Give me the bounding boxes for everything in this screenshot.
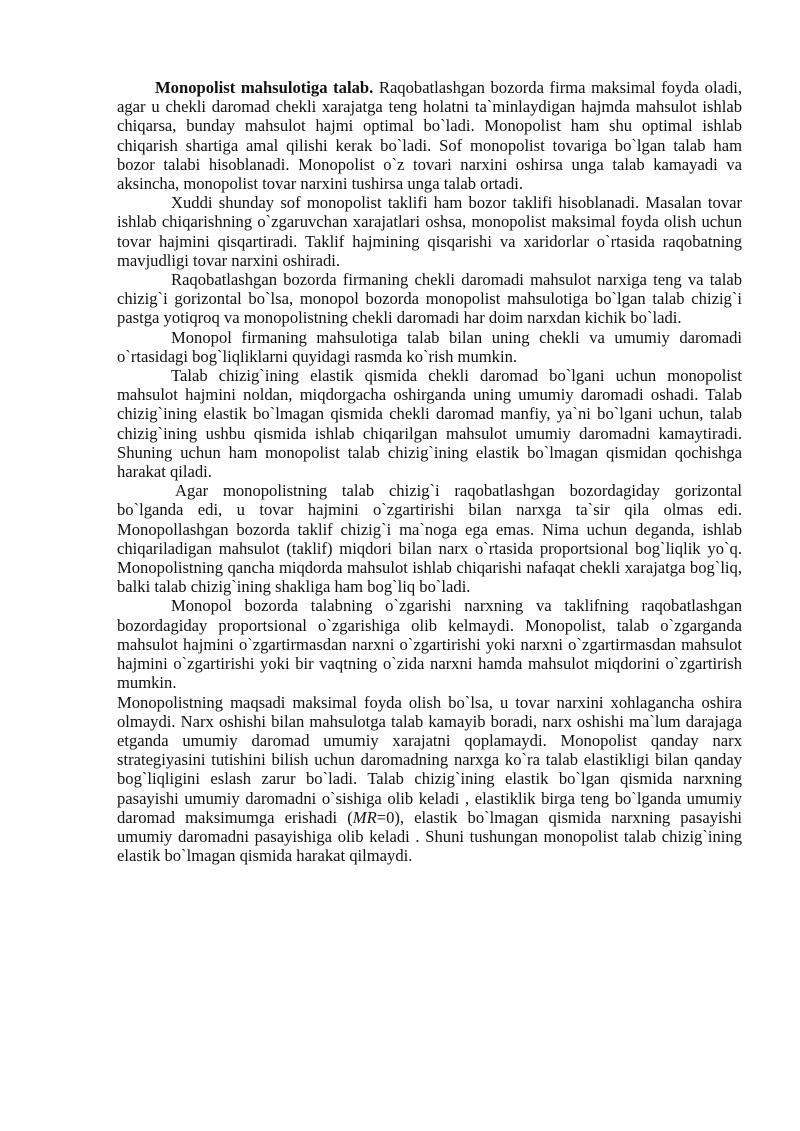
mr-symbol: MR [352,807,377,827]
paragraph-text: Monopolistning maqsadi maksimal foyda olish bo`lsa, u tovar narxini xohlagancha oshira olmaydi. Narx oshishi bilan mahsulotga talab kamayib boradi, narx oshishi ma`lum darajaga etganda umumiy daromad umumiy xarajatni qoplamaydi. Monopolist qanday narx strategiyasini tutishini bilish uchun daromadning narxga ko`ra talab elastikligi bilan qanday bog`liqligini eslash zarur bo`ladi. Talab chizig`ining elastik bo`lgan qismida narxning pasayishi umumiy daromadni o`sishiga olib keladi , elastiklik birga teng bo`lganda umumiy daromad maksimumga erishadi ( [117,692,742,827]
paragraph-demand-change: Monopol bozorda talabning o`zgarishi narxning va taklifning raqobatlashgan bozordagiday proportsional o`zgarishiga olib kelmaydi. Monopolist, talab o`zgarganda mahsulot hajmini o`zgartirmasdan narxni o`zgartirishi yoki narxni o`zgartirmasdan mahsulot hajmini o`zgartirishi yoki bir vaqtning o`zida narxni hamda mahsulot miqdorini o`zgartirish mumkin. [117,596,742,693]
paragraph-monopolist-demand [117,78,742,193]
paragraph-horizontal-demand: Agar monopolistning talab chizig`i raqobatlashgan bozordagiday gorizontal bo`lganda edi, u tovar hajmini o`zgartirishi bilan narxga ta`sir qila olmas edi. Monopollashgan bozorda taklif chizig`i ma`noga ega emas. Nima uchun deganda, ishlab chiqariladigan mahsulot (taklif) miqdori bilan narx o`rtasida proportsional bog`liqlik yo`q. Monopolistning qancha miqdorda mahsulot ishlab chiqarishi nafaqat chekli xarajatga bog`liq, balki talab chizig`ining shakliga ham bog`liq bo`ladi. [117,481,742,597]
document-page [117,78,742,865]
section-heading: Monopolist mahsulotiga talab. [155,78,374,97]
paragraph-text: =0), elastik bo`lmagan qismida narxning pasayishi umumiy daromadni pasayishiga olib keladi . Shuni tushungan monopolist talab chizig`ining elastik bo`lmagan qismida harakat qilmaydi. [117,807,742,866]
paragraph-elastic-part: Talab chizig`ining elastik qismida chekli daromad bo`lgani uchun monopolist mahsulot hajmini noldan, miqdorgacha oshirganda uning umumiy daromadi oshadi. Talab chizig`ining elastik bo`lmagan qismida chekli daromad manfiy, ya`ni bo`lgani uchun, talab chizig`ining ushbu qismida ishlab chiqarilgan mahsulot umumiy daromadni kamaytiradi. Shuning uchun ham monopolist talab chizig`ining elastik bo`lmagan qismidan qochishga harakat qiladi. [117,366,742,482]
paragraph-marginal-revenue: Raqobatlashgan bozorda firmaning chekli daromadi mahsulot narxiga teng va talab chizig`i gorizontal bo`lsa, monopol bozorda monopolist mahsulotiga bo`lgan talab chizig`i pastga yotiqroq va monopolistning chekli daromadi har doim narxdan kichik bo`ladi. [117,270,742,328]
paragraph-revenue-relations: Monopol firmaning mahsulotiga talab bilan uning chekli va umumiy daromadi o`rtasidagi bog`liqliklarni quyidagi rasmda ko`rish mumkin. [117,327,742,366]
paragraph-price-strategy [117,693,742,866]
paragraph-text: Raqobatlashgan bozorda firma maksimal foyda oladi, agar u chekli daromad chekli xarajatga teng holatni ta`minlaydigan hajmda mahsulot ishlab chiqarsa, bunday mahsulot hajmi optimal bo`ladi. Monopolist ham shu optimal ishlab chiqarish shartiga amal qilishi kerak bo`ladi. Sof monopolist tovariga bo`lgan talab ham bozor talabi hisoblanadi. Monopolist o`z tovari narxini oshirsa unga talab kamayadi va aksincha, monopolist tovar narxini tushirsa unga talab ortadi. [117,78,742,194]
paragraph-monopolist-supply: Xuddi shunday sof monopolist taklifi ham bozor taklifi hisoblanadi. Masalan tovar ishlab chiqarishning o`zgaruvchan xarajatlari oshsa, monopolist maksimal foyda olish uchun tovar hajmini qisqartiradi. Taklif hajmining qisqarishi va xaridorlar o`rtasida raqobatning mavjudligi tovar narxini oshiradi. [117,193,742,270]
